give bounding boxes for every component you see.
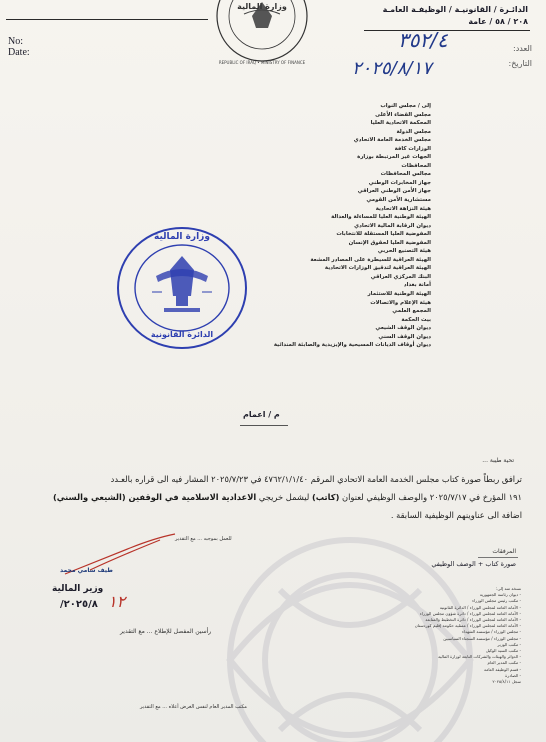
recipient-item: الهيئة الوطنية العليا للمساءلة والعدالة [331,214,431,221]
cc-note-2: مكتب المدير العام لنفس الغرض أعلاه ... مع التقدير [140,704,247,710]
body-line-2a: ١٩١ المؤرخ في ٢٠٢٥/٧/١٧ والوصف الوظيفي لعنوان [339,492,522,502]
recipient-item: المفوضية العليا المستقلة للانتخابات [336,231,431,238]
copy-item: - الأمانة العامة لمجلس الوزراء / الدائرة القانونية [439,604,521,610]
minister-note: للعمل بموجبه ... مع التقدير [175,536,232,542]
recipient-item: هيئة التصنيع الحربي [377,248,431,255]
greeting: تحية طيبة ... [482,457,514,464]
stamp-text-bottom: الدائرة القانونية [150,330,214,339]
recipient-item: هيئة النزاهة الاتحادية [375,205,431,212]
recipient-item: الوزارات كافة [394,145,431,152]
copy-item: - مجلس الوزراء / مؤسسة الشهداء [461,629,521,635]
recipient-item: جهاز المخابرات الوطني [368,179,431,186]
recipient-item: الهيئة الوطنية للاستثمار [367,291,431,298]
copy-item: - الأمانة العامة لمجلس الوزراء / دائرة التخطيط والمتابعة [425,617,521,623]
copy-item: - الصادرة [505,672,521,678]
recipient-item: ديوان الرقابة المالية الاتحادي [354,222,431,229]
cc-note-1: رأسين المفصل للإطلاع ... مع التقدير [120,628,212,635]
recipient-item: مجلس القضاء الأعلى [375,111,431,118]
recipient-item: مجلس الخدمة العامة الاتحادي [353,137,431,144]
recipient-item: ديوان الوقف السني [378,333,431,340]
body-line-2 [22,488,522,506]
dept-line: الدائـرة / القانونيـة / الوظيفـة العامـة [382,5,528,14]
emblem-text-en: REPUBLIC OF IRAQ • MINISTRY OF FINANCE [218,60,306,65]
recipient-item: أمانة بغداد [403,282,431,289]
ref-line: ٢٠٨ / ٥٨ / عامة [468,17,528,26]
recipient-item: الهيئة العراقية لتدقيق الوزارات الاتحادية [324,265,431,272]
signature-day-hand: ١٢ [108,592,126,611]
recipient-item: جهاز الأمن الوطني العراقي [357,188,431,195]
copies-list [351,586,521,685]
attachments-item: صورة كتاب + الوصف الوظيفي [431,560,516,568]
copy-item: - قسم الوظيفة العامة [484,666,521,672]
header-line-left [6,19,208,20]
copy-item: - مجلس الوزراء / مؤسسة السجناء السياسيين [443,635,521,641]
recipient-item: بيت الحكمة [401,316,431,323]
attachments-title: المرفقات [492,548,516,555]
recipient-item: إلى / مجلس النواب [380,103,431,109]
header-en-labels [8,36,30,58]
recipient-item: ديوان الوقف الشيعي [375,325,431,332]
recipient-item: المجمع العلمي [392,308,431,315]
date-en-label: Date: [8,47,30,58]
copy-item: - مكتب الوزير [497,641,521,647]
copy-item: - مكتب السيد الوكيل [485,648,521,654]
copy-item: - مكتب رئيس مجلس الوزراء [472,598,521,604]
date-label: التاريخ: [508,59,532,68]
emblem-text-top: وزارة المالية [237,2,287,11]
header-dept-block [358,4,528,28]
recipient-item: المحكمة الاتحادية العليا [370,120,431,127]
body-line-3: اضافة الى عناوينهم الوظيفية السابقة . [390,510,522,520]
copy-item: - الأمانة العامة لمجلس الوزراء / دائرة شؤون مجلس الوزراء [419,610,521,616]
stamp-text-top: وزارة المالية [154,232,210,242]
body-graduates: الاعدادية الاسلامية في الوقفين (الشيعي والسني) [52,492,257,502]
copy-item: - ديوان رئاسة الجمهورية [479,592,521,598]
signer-title: وزير المالية [52,584,104,594]
body-line-1: ترافق ربطاً صورة كتاب مجلس الخدمة العامة الاتحادي المرقم ٤٧٦٢/١/١/٤٠ في ٢٠٢٥/٧/٢٣ المشار فيه الى قراره بالعـدد [110,474,522,484]
subject-underline [240,425,288,426]
copy-item: - الأمانة العامة لمجلس الوزراء / ممثلية حكومة إقليم كوردستان [414,623,521,629]
subject: م / اعمام [243,410,280,419]
body-line-2c: ليشمل خريجي [256,492,312,502]
recipient-item: البنك المركزي العراقي [370,273,431,280]
recipient-item: الجهات غير المرتبطة بوزارة [357,154,431,161]
number-label: العدد: [513,44,532,53]
handwritten-date: ٢٠٢٥/٨/١٧ [352,58,432,79]
recipient-item: هيئة الإعلام والاتصالات [370,299,431,306]
copy-item: نسخة منه إلى: [495,586,521,591]
no-label: No: [8,36,23,47]
recipient-item: مستشارية الأمن القومي [366,197,431,204]
recipient-item: المحافظات [401,162,431,169]
signature-date: ٢٠٢٥/٨/ [60,599,98,610]
handwritten-number: ٣٥٢/٤ [398,28,448,52]
recipient-item: مجلس الدولة [396,128,431,135]
copy-item: سجل ٢٠٢٥/٨/١١ [492,679,521,685]
signer-name: طيف سامي محمد [60,567,113,574]
recipient-item: الهيئة العراقية للسيطرة على المصادر المشعة [310,256,431,263]
recipient-item: ديوان أوقاف الديانات المسيحية والإيزيدية والصابئة المندائية [273,342,431,349]
copy-item: - مكتب المدير العام [487,660,521,666]
body-job-title: (كاتب) [311,492,340,502]
copy-item: - الدوائر والهيئات والشركات التابعة لوزارة المالية [438,654,521,660]
body-text [22,470,522,524]
recipient-item: المفوضية العليا لحقوق الإنسان [348,239,431,246]
recipient-item: مجالس المحافظات [380,171,431,178]
attachments-underline [478,557,518,558]
